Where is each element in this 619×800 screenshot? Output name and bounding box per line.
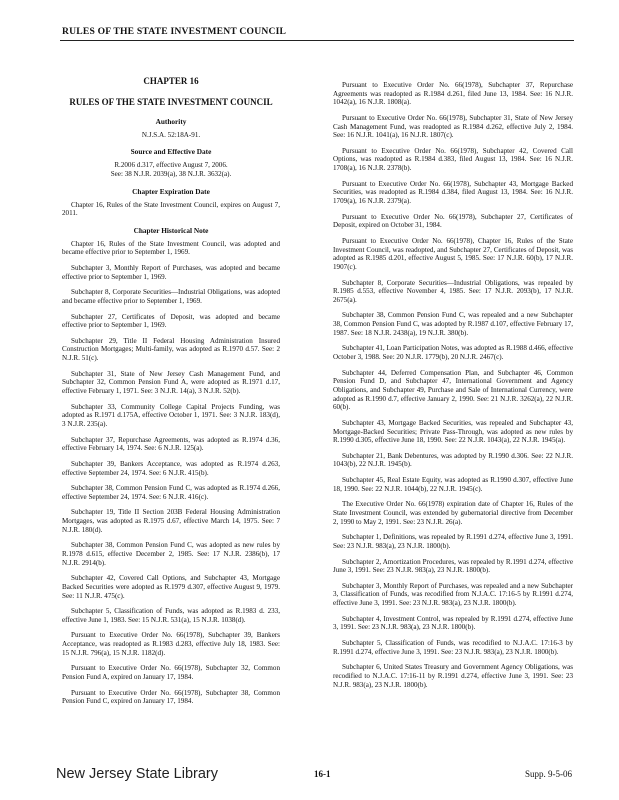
historical-note-paragraph: Subchapter 37, Repurchase Agreements, was adopted as R.1974 d.36, effective February 14, 1974. See: 6 N.J.R. 125(a). — [62, 435, 280, 453]
historical-note-paragraph: Subchapter 44, Deferred Compensation Plan, and Subchapter 46, Common Pension Fund D, and Subchapter 47, International Government and Agency Obligations, and Subchapter 49, Purchase and Sale of International Currency, were adopted as R.1990 d.7, effective January 2, 1990. See: 21 N.J.R. 3262(a), 22 N.J.R. 60(b). — [333, 368, 573, 412]
historical-note-paragraph: Subchapter 45, Real Estate Equity, was adopted as R.1990 d.307, effective June 18, 1990. See: 22 N.J.R. 1044(b), 22 N.J.R. 1945(c). — [333, 476, 573, 493]
historical-note-paragraph: Subchapter 19, Title II Section 203B Federal Housing Administration Mortgages, was adopted as R.1975 d.67, effective March 14, 1975. See: 7 N.J.R. 180(d). — [62, 508, 280, 534]
historical-note-paragraph: Subchapter 29, Title II Federal Housing Administration Insured Construction Mortgages; Multi-family, was adopted as R.1970 d.57. See: 2 N.J.R. 51(c). — [62, 336, 280, 363]
historical-note-paragraph: Subchapter 27, Certificates of Deposit, was adopted and became effective prior to September 1, 1969. — [62, 312, 280, 330]
running-head: RULES OF THE STATE INVESTMENT COUNCIL — [62, 26, 287, 37]
historical-note-paragraph: Subchapter 5, Classification of Funds, was adopted as R.1983 d. 233, effective June 1, 1983. See: 15 N.J.R. 531(a), 15 N.J.R. 1038(d). — [62, 607, 280, 624]
historical-notes-left — [62, 240, 280, 706]
library-watermark: New Jersey State Library — [56, 766, 218, 782]
header-rule — [60, 40, 574, 41]
historical-note-paragraph: Pursuant to Executive Order No. 66(1978), Subchapter 38, Common Pension Fund C, expired on January 17, 1984. — [62, 688, 280, 706]
chapter-title: CHAPTER 16 — [143, 76, 199, 86]
authority-text: N.J.S.A. 52:18A-91. — [141, 130, 201, 139]
historical-note-paragraph: Subchapter 31, State of New Jersey Cash Management Fund, and Subchapter 32, Common Pension Fund A, were adopted as R.1971 d.17, effective February 1, 1971. See: 3 N.J.R. 14(a), 3 N.J.R. 52(b). — [62, 369, 280, 396]
historical-note-heading: Chapter Historical Note — [133, 225, 209, 235]
historical-note-paragraph: Pursuant to Executive Order No. 66(1978), Subchapter 32, Common Pension Fund A, expired on January 17, 1984. — [62, 664, 280, 682]
page-footer — [56, 766, 576, 786]
historical-note-paragraph: The Executive Order No. 66(1978) expiration date of Chapter 16, Rules of the State Investment Council, was extended by gubernatorial directive from December 2, 1990 to May 2, 1991. See: 23 N.J.R. 26(a). — [333, 500, 573, 526]
historical-note-paragraph: Subchapter 21, Bank Debentures, was adopted by R.1990 d.306. See: 22 N.J.R. 1043(b), 22 N.J.R. 1945(b). — [333, 451, 573, 469]
chapter-subtitle: RULES OF THE STATE INVESTMENT COUNCIL — [69, 96, 273, 107]
historical-note-paragraph: Subchapter 3, Monthly Report of Purchases, was repealed and a new Subchapter 3, Classification of Funds, was recodified from N.J.A.C. 17:16-5 by R.1991 d.274, effective June 3, 1991. See: 23 N.J.R. 983(a), 23 N.J.R. 1800(b). — [333, 581, 573, 608]
historical-note-paragraph: Subchapter 1, Definitions, was repealed by R.1991 d.274, effective June 3, 1991. See: 23 N.J.R. 983(a), 23 N.J.R. 1800(b). — [333, 533, 573, 550]
expiration-heading: Chapter Expiration Date — [132, 186, 210, 196]
historical-note-paragraph: Subchapter 38, Common Pension Fund C, was adopted as new rules by R.1978 d.615, effective December 2, 1985. See: 17 N.J.R. 2386(b), 17 N.J.R. 2914(b). — [62, 541, 280, 567]
historical-note-paragraph: Pursuant to Executive Order No. 66(1978), Chapter 16, Rules of the State Investment Council, was readopted, and Subchapter 27, Certificates of Deposit, was adopted as R.1985 d.201, effective August 5, 1985. See: 17 N.J.R. 60(b), 17 N.J.R. 1907(c). — [333, 236, 573, 271]
historical-note-paragraph: Subchapter 6, United States Treasury and Government Agency Obligations, was recodified to N.J.A.C. 17:16-11 by R.1991 d.274, effective June 3, 1991. See: 23 N.J.R. 983(a), 23 N.J.R. 1800(b). — [333, 663, 573, 689]
historical-note-paragraph: Subchapter 42, Covered Call Options, and Subchapter 43, Mortgage Backed Securities were adopted as R.1979 d.307, effective August 9, 1979. See: 11 N.J.R. 475(c). — [62, 574, 280, 600]
historical-note-paragraph: Chapter 16, Rules of the State Investment Council, was adopted and became effective prior to September 1, 1969. — [62, 239, 280, 257]
historical-note-paragraph: Pursuant to Executive Order No. 66(1978), Subchapter 27, Certificates of Deposit, expired on October 31, 1984. — [333, 212, 573, 230]
historical-notes-right — [333, 81, 573, 689]
historical-note-paragraph: Subchapter 3, Monthly Report of Purchases, was adopted and became effective prior to September 1, 1969. — [62, 263, 280, 281]
historical-note-paragraph: Subchapter 39, Bankers Acceptance, was adopted as R.1974 d.263, effective September 24, 1974. See: 6 N.J.R. 415(b). — [62, 459, 280, 477]
expiration-text: Chapter 16, Rules of the State Investment Council, expires on August 7, 2011. — [62, 200, 280, 218]
historical-note-paragraph: Subchapter 2, Amortization Procedures, was repealed by R.1991 d.274, effective June 3, 1991. See: 23 N.J.R. 983(a), 23 N.J.R. 1800(b). — [333, 557, 573, 575]
historical-note-paragraph: Pursuant to Executive Order No. 66(1978), Subchapter 39, Bankers Acceptance, was readopted as R.1983 d.283, effective July 18, 1983. See: 15 N.J.R. 796(a), 15 N.J.R. 1182(d). — [62, 631, 280, 657]
supplement-date: Supp. 9-5-06 — [525, 769, 572, 779]
source-line: See: 38 N.J.R. 2039(a), 38 N.J.R. 3632(a). — [110, 170, 232, 178]
historical-note-paragraph: Subchapter 5, Classification of Funds, was recodified to N.J.A.C. 17:16-3 by R.1991 d.274, effective June 3, 1991. See: 23 N.J.R. 983(a), 23 N.J.R. 1800(b). — [333, 639, 573, 656]
source-heading: Source and Effective Date — [130, 147, 212, 157]
historical-note-paragraph: Subchapter 4, Investment Control, was repealed by R.1991 d.274, effective June 3, 1991. See: 23 N.J.R. 983(a), 23 N.J.R. 1800(b). — [333, 614, 573, 632]
historical-note-paragraph: Pursuant to Executive Order No. 66(1978), Subchapter 42, Covered Call Options, was readopted as R.1984 d.383, filed August 13, 1984. See: 16 N.J.R. 1708(a), 16 N.J.R. 2378(b). — [333, 146, 573, 173]
historical-note-paragraph: Subchapter 38, Common Pension Fund C, was repealed and a new Subchapter 38, Common Pension Fund C, was adopted by R.1987 d.107, effective February 17, 1987. See: 18 N.J.R. 2438(a), 19 N.J.R. 380(b). — [333, 311, 573, 337]
historical-note-paragraph: Subchapter 8, Corporate Securities—Industrial Obligations, was repealed by R.1985 d.553, effective November 4, 1985. See: 17 N.J.R. 2093(b), 17 N.J.R. 2675(a). — [333, 278, 573, 304]
source-line: R.2006 d.317, effective August 7, 2006. — [114, 161, 228, 170]
historical-note-paragraph: Pursuant to Executive Order No. 66(1978), Subchapter 31, State of New Jersey Cash Management Fund, was readopted as R.1984 d.262, effective July 2, 1984. See: 16 N.J.R. 1041(a), 16 N.J.R. 1807(c). — [333, 113, 573, 140]
historical-note-paragraph: Subchapter 43, Mortgage Backed Securities, was repealed and Subchapter 43, Mortgage-Backed Securities; Private Pass-Through, was adopted as new rules by R.1990 d.305, effective June 18, 1990. See: 22 N.J.R. 1043(a), 22 N.J.R. 1945(a). — [333, 418, 573, 445]
right-column — [333, 81, 573, 696]
historical-note-paragraph: Subchapter 8, Corporate Securities—Industrial Obligations, was adopted and became effective prior to September 1, 1969. — [62, 288, 280, 305]
historical-note-paragraph: Pursuant to Executive Order No. 66(1978), Subchapter 43, Mortgage Backed Securities, was readopted as R.1984 d.384, filed August 13, 1984. See: 16 N.J.R. 1709(a), 16 N.J.R. 2379(a). — [333, 179, 573, 206]
page-number: 16-1 — [314, 769, 331, 779]
left-column — [62, 60, 280, 713]
authority-heading: Authority — [155, 116, 187, 126]
historical-note-paragraph: Pursuant to Executive Order No. 66(1978), Subchapter 37, Repurchase Agreements was readopted as R.1984 d.261, filed June 13, 1984. See: 16 N.J.R. 1042(a), 16 N.J.R. 1808(a). — [333, 81, 573, 107]
historical-note-paragraph: Subchapter 38, Common Pension Fund C, was adopted as R.1974 d.266, effective September 24, 1974. See: 6 N.J.R. 416(c). — [62, 484, 280, 501]
historical-note-paragraph: Subchapter 41, Loan Participation Notes, was adopted as R.1988 d.466, effective October 3, 1988. See: 20 N.J.R. 1779(b), 20 N.J.R. 2467(c). — [333, 344, 573, 362]
historical-note-paragraph: Subchapter 33, Community College Capital Projects Funding, was adopted as R.1971 d.175A, effective October 1, 1971. See: 3 N.J.R. 183(d), 3 N.J.R. 235(a). — [62, 402, 280, 428]
